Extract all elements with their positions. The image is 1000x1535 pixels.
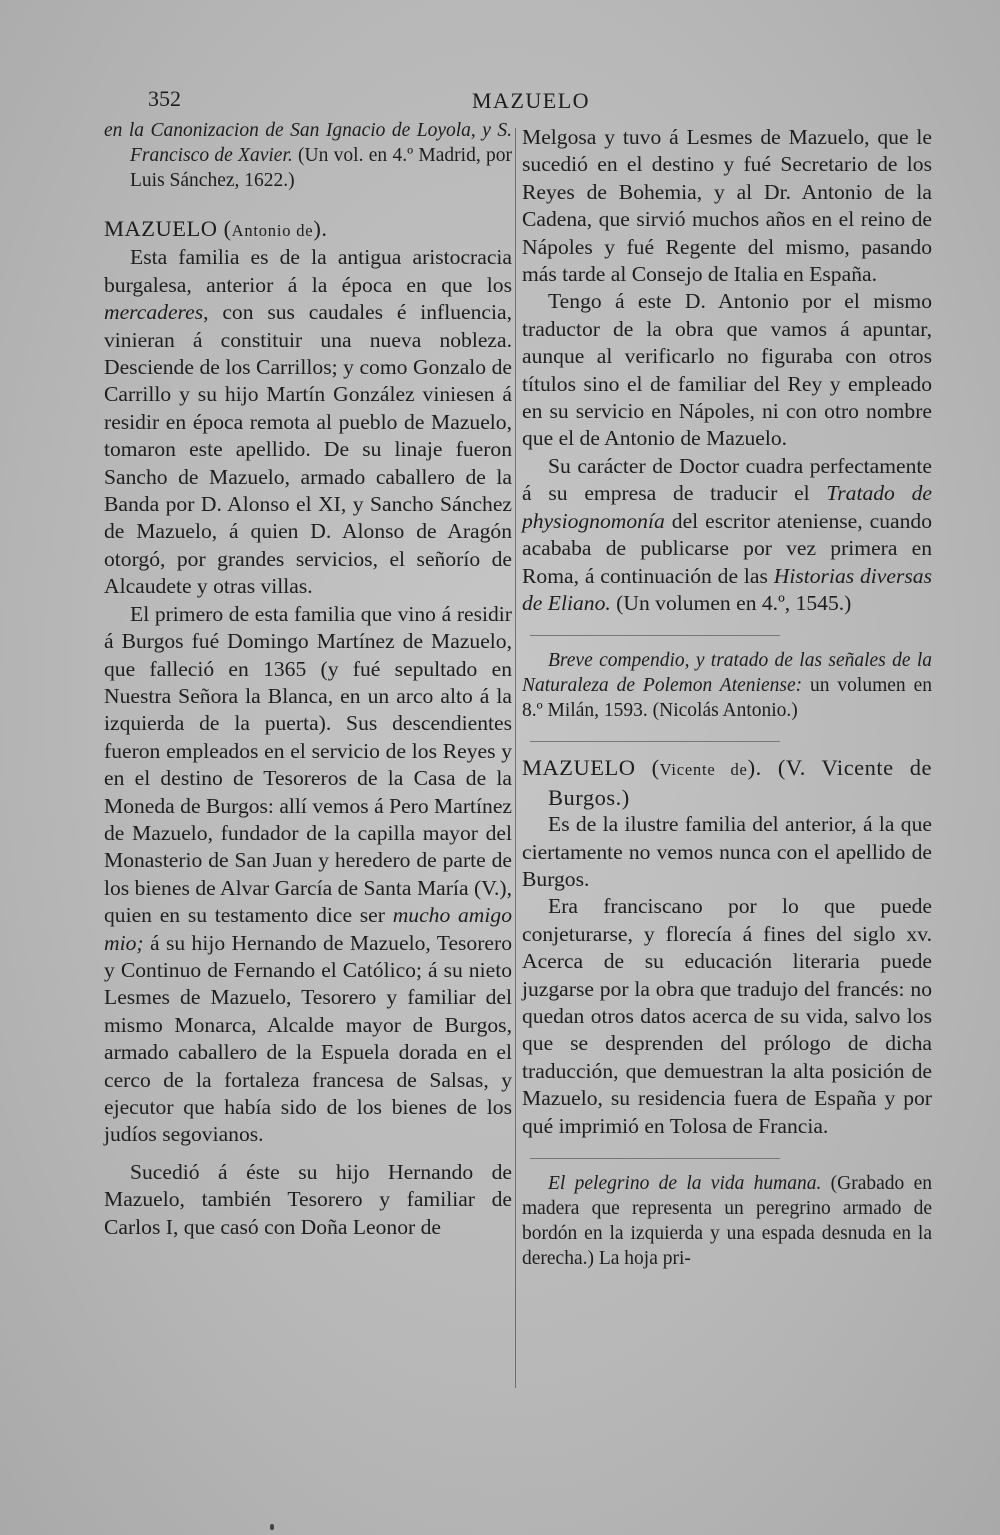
citation-details: (Grabado en madera que representa un peregrino armado de bordón en la izquierda y una espada desnuda en la derecha.) La hoja pri- bbox=[522, 1173, 932, 1269]
italic-run: mucho amigo mio; bbox=[104, 903, 512, 955]
paragraph-succession: Sucedió á éste su hijo Hernando de Mazuelo, también Tesorero y familiar de Carlos I, que casó con Doña Leonor de bbox=[104, 1159, 512, 1239]
citation-rule bbox=[530, 741, 780, 742]
paragraph-lineage bbox=[104, 244, 512, 600]
text-run: (Un volumen en 4.º, 1545.) bbox=[610, 590, 852, 615]
bibliographic-citation-pelegrino bbox=[522, 1171, 932, 1271]
entry-qualifier: Antonio de bbox=[231, 221, 314, 240]
paragraph-family-burgos bbox=[104, 601, 512, 1149]
entry-cross-reference: ). (V. Vicente de Burgos.) bbox=[548, 755, 933, 810]
text-run: á su hijo Hernando de Mazuelo, Tesorero y Continuo de Fernando el Católico; á su nieto Lesmes de Mazuelo, Tesorero y familiar del mismo Monarca, Alcalde mayor de Burgos, armado caballero de la Espuela dorada en el cerco de la fortaleza francesa de Salsas, y ejecutor que había sido de los bienes de los judíos segovianos. bbox=[104, 930, 512, 1147]
text-run: Su carácter de Doctor cuadra perfectamente á su empresa de traducir el bbox=[522, 453, 932, 506]
paragraph-doctor bbox=[522, 453, 932, 617]
paragraph-franciscan: Era franciscano por lo que puede conjeturarse, y florecía á fines del siglo xv. Acerca de su educación literaria puede juzgarse por la obra que tradujo del francés: no quedan otros datos acerca de su vida, salvo los que se desprenden del prólogo de dicha traducción, que demuestran la alta posición de Mazuelo, su residencia fuera de España y por qué imprimió en Tolosa de Francia. bbox=[522, 894, 932, 1138]
column-divider bbox=[515, 128, 516, 1388]
italic-run: mercaderes bbox=[104, 300, 204, 325]
entry-name: MAZUELO bbox=[522, 755, 636, 781]
entry-heading-vicente bbox=[522, 754, 932, 811]
paragraph-melgosa: Melgosa y tuvo á Lesmes de Mazuelo, que le sucedió en el destino y fué Secretario de los Reyes de Bohemia, y al Dr. Antonio de la Cadena, que sirvió muchos años en el reino de Nápoles y fué Regente del mismo, pasando más tarde al Consejo de Italia en España. bbox=[522, 125, 932, 287]
italic-run: Tratado de physiognomonía bbox=[522, 481, 932, 533]
entry-paren-close: ). bbox=[313, 216, 328, 241]
entry-name: MAZUELO bbox=[104, 216, 218, 241]
page-header bbox=[0, 86, 1000, 116]
text-run: , con sus caudales é influencia, vinieran á constituir una nueva nobleza. Desciende de los Carrillos; y como Gonzalo de Carrillo y su hijo Martín González viniesen á residir en época remota al pueblo de Mazuelo, tomaron este apellido. De su linaje fueron Sancho de Mazuelo, armado caballero de la Banda por D. Alonso el XI, y Sancho Sánchez de Mazuelo, á quien D. Alonso de Aragón otorgó, por grandes servicios, el señorío de Alcaudete y otras villas. bbox=[104, 300, 512, 599]
entry-qualifier: Vicente de bbox=[659, 760, 748, 780]
ink-speck bbox=[270, 1524, 274, 1530]
paragraph-translator: Tengo á este D. Antonio por el mismo traductor de la obra que vamos á apuntar, aunque al verificarlo no figuraba con otros títulos sino el de familiar del Rey y empleado en su servicio en Nápoles, ni con otro nombre que el de Antonio de Mazuelo. bbox=[522, 289, 932, 451]
citation-title: en la Canonizacion de San Ignacio de Loyola, y S. Francisco de Xavier. bbox=[104, 120, 512, 166]
entry-paren-open: ( bbox=[635, 755, 660, 781]
text-run: El primero de esta familia que vino á residir á Burgos fué Domingo Martínez de Mazuelo, que falleció en 1365 (y fué sepultado en Nuestra Señora la Blanca, en un arco alto á la izquierda de la puerta). Sus descendientes fueron empleados en el servicio de los Reyes y en el destino de Tesoreros de la Casa de la Moneda de Burgos: allí vemos á Pero Martínez de Mazuelo, fundador de la capilla mayor del Monasterio de San Juan y heredero de parte de los bienes de Alvar García de Santa María (V.), quien en su testamento dice ser bbox=[104, 601, 512, 928]
citation-rule bbox=[530, 635, 780, 636]
citation-title: Breve compendio, y tratado de las señales de la Naturaleza de Polemon Ateniense: bbox=[522, 650, 932, 697]
page-number: 352 bbox=[148, 86, 181, 111]
entry-heading-antonio bbox=[104, 215, 512, 244]
left-column bbox=[104, 118, 512, 1241]
citation-rule bbox=[530, 1158, 780, 1159]
italic-run: Historias diversas de Eliano. bbox=[522, 563, 932, 615]
text-run: Esta familia es de la antigua aristocracia burgalesa, anterior á la época en que los bbox=[104, 245, 512, 297]
citation-title: El pelegrino de la vida humana. bbox=[548, 1173, 822, 1194]
running-head: MAZUELO bbox=[472, 88, 591, 113]
citation-details: (Un vol. en 4.º Madrid, por Luis Sánchez, 1622.) bbox=[130, 145, 513, 191]
citation-details: un volumen en 8.º Milán, 1593. (Nicolás Antonio.) bbox=[522, 675, 932, 722]
text-run: del escritor ateniense, cuando acababa de publicarse por vez primera en Roma, á continuación de las bbox=[522, 508, 932, 588]
entry-paren-open: ( bbox=[217, 216, 232, 241]
continued-citation bbox=[104, 118, 512, 193]
right-column bbox=[522, 124, 932, 1271]
paragraph-family: Es de la ilustre familia del anterior, á la que ciertamente no vemos nunca con el apellido de Burgos. bbox=[522, 812, 932, 891]
bibliographic-citation-polemon bbox=[522, 648, 932, 723]
